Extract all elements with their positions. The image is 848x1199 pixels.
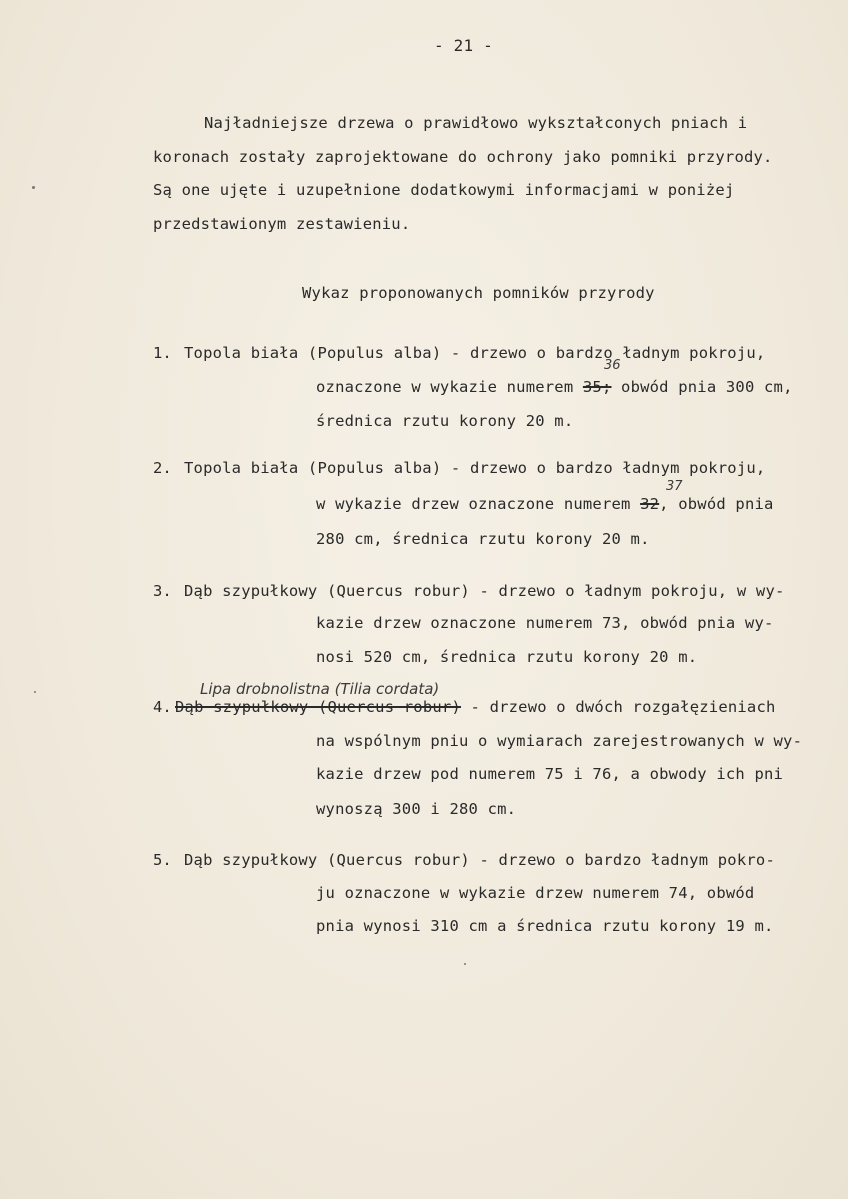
handwritten-correction: 37: [666, 479, 683, 494]
intro-line-2: koronach zostały zaprojektowane do ochrony jako pomniki przyrody.: [153, 148, 773, 166]
item-line: oznaczone w wykazie numerem 35; obwód pnia 300 cm,: [316, 378, 793, 396]
page-number: - 21 -: [434, 36, 493, 55]
item-line: wynoszą 300 i 280 cm.: [316, 800, 517, 818]
item-number: 2.: [153, 459, 172, 477]
struck-text: 35;: [582, 378, 612, 396]
intro-line-4: przedstawionym zestawieniu.: [153, 215, 411, 233]
item-line: w wykazie drzew oznaczone numerem 32, obwód pnia: [316, 495, 774, 513]
handwritten-correction: Lipa drobnolistna (Tilia cordata): [200, 680, 440, 698]
item-line: średnica rzutu korony 20 m.: [316, 412, 574, 430]
item-line: 280 cm, średnica rzutu korony 20 m.: [316, 530, 650, 548]
intro-line-3: Są one ujęte i uzupełnione dodatkowymi informacjami w poniżej: [153, 181, 735, 199]
item-line: Dąb szypułkowy (Quercus robur) - drzewo o bardzo ładnym pokro-: [184, 851, 775, 869]
item-line: na wspólnym pniu o wymiarach zarejestrowanych w wy-: [316, 732, 803, 750]
item-number: 5.: [153, 851, 172, 869]
paper-speck: [34, 691, 36, 693]
item-number: 1.: [153, 344, 172, 362]
paper-speck: [32, 186, 35, 189]
item-number: 4.: [153, 698, 172, 716]
item-line: Dąb szypułkowy (Quercus robur) - drzewo o dwóch rozgałęzieniach: [175, 698, 776, 716]
item-line: kazie drzew pod numerem 75 i 76, a obwody ich pni: [316, 765, 784, 783]
intro-line-1: Najładniejsze drzewa o prawidłowo wykształconych pniach i: [204, 114, 748, 132]
item-line: nosi 520 cm, średnica rzutu korony 20 m.: [316, 648, 698, 666]
item-line: ju oznaczone w wykazie drzew numerem 74, obwód: [316, 884, 755, 902]
item-line: Dąb szypułkowy (Quercus robur) - drzewo o ładnym pokroju, w wy-: [184, 582, 785, 600]
item-line: Topola biała (Populus alba) - drzewo o bardzo ładnym pokroju,: [184, 459, 766, 477]
item-line: kazie drzew oznaczone numerem 73, obwód pnia wy-: [316, 614, 774, 632]
struck-text: 32: [640, 495, 660, 513]
paper-speck: [464, 963, 466, 965]
handwritten-correction: 36: [604, 358, 621, 373]
item-number: 3.: [153, 582, 172, 600]
item-line: pnia wynosi 310 cm a średnica rzutu korony 19 m.: [316, 917, 774, 935]
struck-text: Dąb szypułkowy (Quercus robur): [175, 698, 461, 716]
item-line: Topola biała (Populus alba) - drzewo o bardzo ładnym pokroju,: [184, 344, 766, 362]
list-heading: Wykaz proponowanych pomników przyrody: [302, 284, 655, 302]
